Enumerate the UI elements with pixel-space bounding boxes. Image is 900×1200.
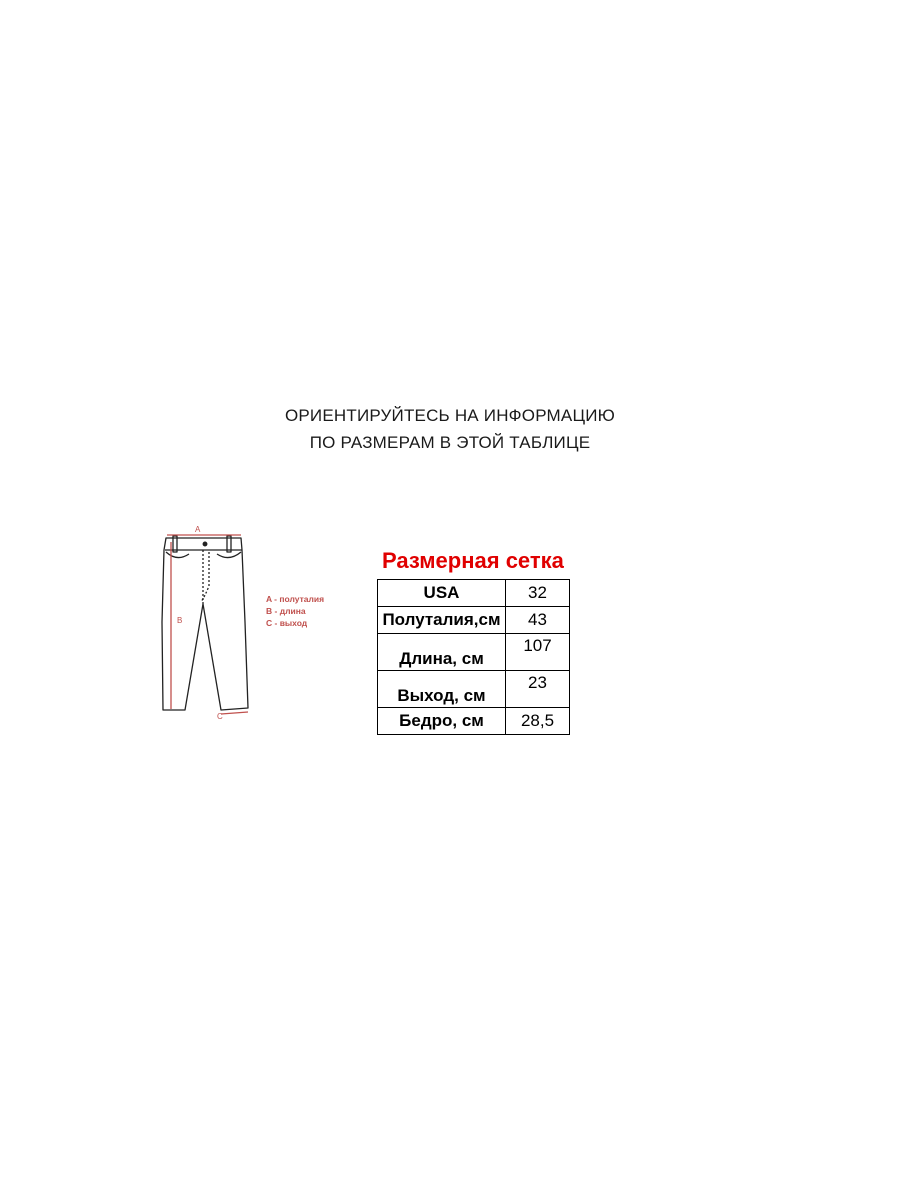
row-label: USA — [378, 580, 506, 607]
row-label: Полуталия,см — [378, 607, 506, 634]
label-b: B — [177, 616, 183, 625]
intro-line-1: ОРИЕНТИРУЙТЕСЬ НА ИНФОРМАЦИЮ — [284, 406, 616, 425]
table-row — [378, 580, 570, 607]
table-row — [378, 708, 570, 735]
row-value: 43 — [506, 607, 570, 634]
table-row — [378, 634, 570, 671]
row-label: Длина, см — [378, 634, 506, 671]
row-label: Выход, см — [378, 671, 506, 708]
label-a: A — [195, 525, 201, 534]
row-label: Бедро, см — [378, 708, 506, 735]
legend-item-a: A - полуталия — [266, 594, 325, 604]
table-row — [378, 607, 570, 634]
intro-text — [0, 402, 900, 456]
measurement-legend — [266, 593, 324, 629]
legend-item-b: B - длина — [266, 606, 306, 616]
row-value: 32 — [506, 580, 570, 607]
row-value: 28,5 — [506, 708, 570, 735]
legend-item-c: C - выход — [266, 618, 308, 628]
size-chart-title: Размерная сетка — [382, 548, 564, 573]
size-table — [377, 579, 570, 735]
label-c: C — [217, 712, 223, 721]
intro-line-2: ПО РАЗМЕРАМ В ЭТОЙ ТАБЛИЦЕ — [309, 433, 591, 452]
row-value: 23 — [506, 671, 570, 708]
row-value: 107 — [506, 634, 570, 671]
table-row — [378, 671, 570, 708]
pants-outline — [162, 536, 248, 710]
